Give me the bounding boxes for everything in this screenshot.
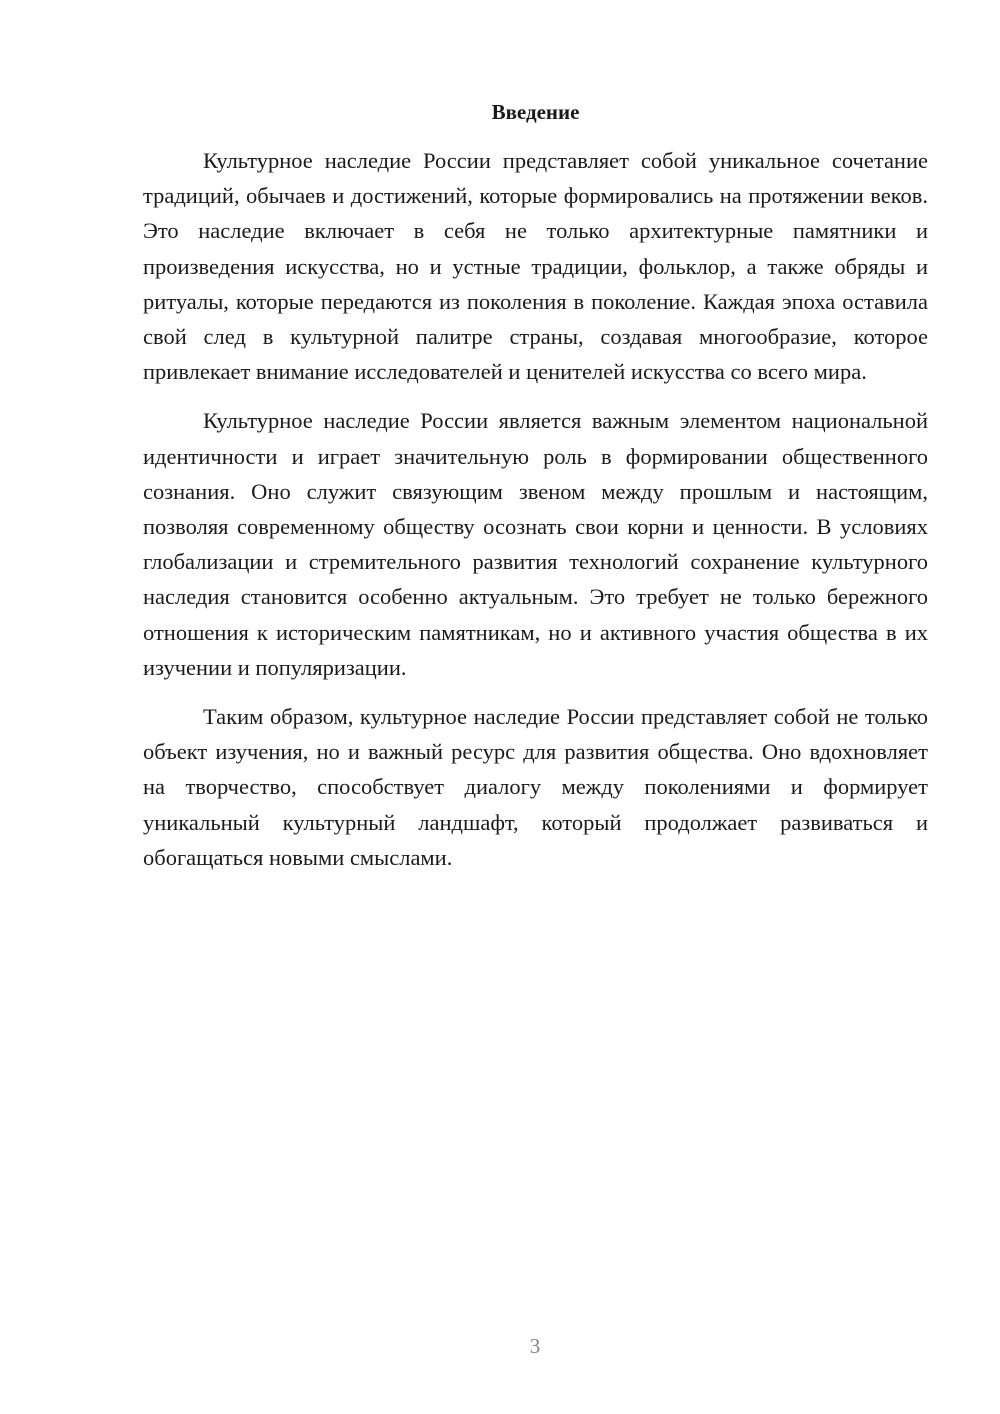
paragraph-3: Таким образом, культурное наследие России представляет собой не только объект изучения, но и важный ресурс для развития общества. Оно вдохновляет на творчество, способствует диалогу между поколениями и формирует уникальный культурный ландшафт, который продолжает развиваться и обогащаться новыми смыслами. — [143, 704, 928, 870]
paragraph-1: Культурное наследие России представляет собой уникальное сочетание традиций, обычаев и достижений, которые формировались на протяжении веков. Это наследие включает в себя не только архитектурные памятники и произведения искусства, но и устные традиции, фольклор, а также обряды и ритуалы, которые передаются из поколения в поколение. Каждая эпоха оставила свой след в культурной палитре страны, создавая многообразие, которое привлекает внимание исследователей и ценителей искусства со всего мира. — [143, 148, 928, 385]
page-content — [143, 97, 928, 875]
paragraph-2: Культурное наследие России является важным элементом национальной идентичности и играет значительную роль в формировании общественного сознания. Оно служит связующим звеном между прошлым и настоящим, позволяя современному обществу осознать свои корни и ценности. В условиях глобализации и стремительного развития технологий сохранение культурного наследия становится особенно актуальным. Это требует не только бережного отношения к историческим памятникам, но и активного участия общества в их изучении и популяризации. — [143, 408, 928, 680]
section-heading: Введение — [491, 100, 580, 124]
page-number: 3 — [529, 1334, 541, 1358]
